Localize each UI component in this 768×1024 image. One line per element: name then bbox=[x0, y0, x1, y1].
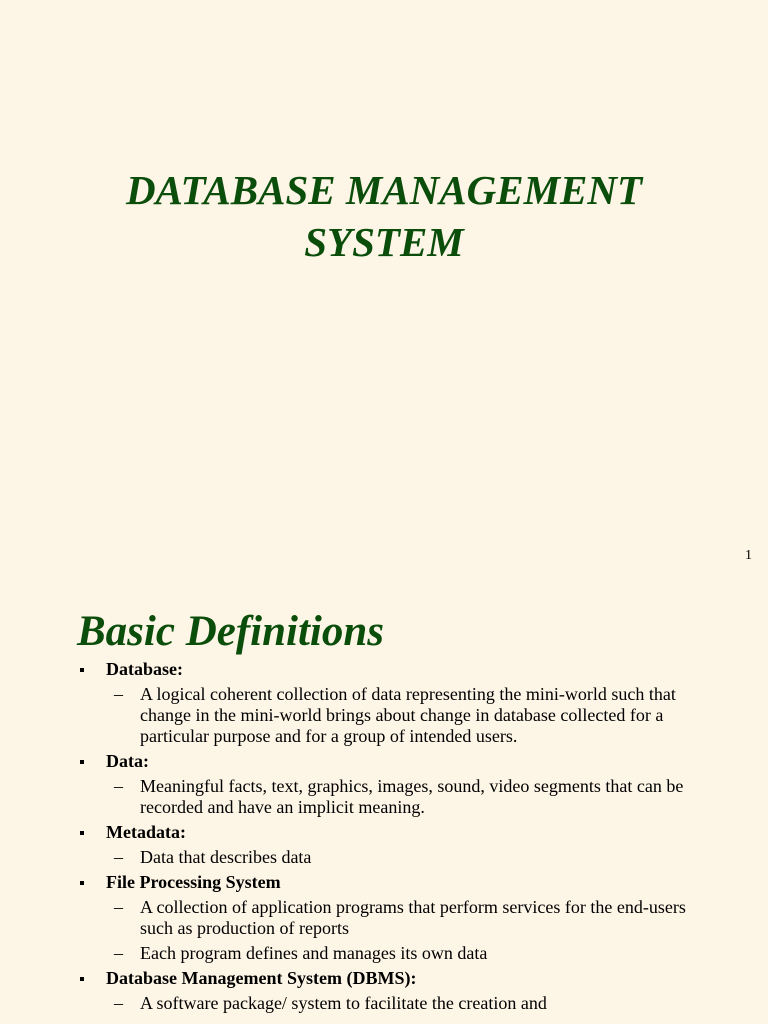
list-item-metadata bbox=[76, 822, 716, 843]
dash-marker: – bbox=[114, 993, 123, 1013]
definition-text: Meaningful facts, text, graphics, images, sound, video segments that can be recorded and have an implicit meaning. bbox=[140, 776, 684, 817]
dash-marker: – bbox=[114, 776, 123, 796]
dash-marker: – bbox=[114, 943, 123, 963]
definitions-list bbox=[76, 659, 716, 1018]
definition-text: A collection of application programs that perform services for the end-users such as production of reports bbox=[140, 897, 686, 938]
list-item-database bbox=[76, 659, 716, 680]
sub-item bbox=[76, 776, 716, 818]
list-item-data bbox=[76, 751, 716, 772]
slide-title-line-1: DATABASE MANAGEMENT bbox=[125, 167, 643, 213]
dash-marker: – bbox=[114, 847, 123, 867]
term-data: Data: bbox=[106, 751, 149, 771]
definition-text: Each program defines and manages its own data bbox=[140, 943, 488, 963]
term-dbms: Database Management System (DBMS): bbox=[106, 968, 417, 988]
sub-item bbox=[76, 847, 716, 868]
sub-item bbox=[76, 993, 716, 1014]
definitions-slide bbox=[0, 576, 768, 1024]
list-item-dbms bbox=[76, 968, 716, 989]
term-metadata: Metadata: bbox=[106, 822, 186, 842]
definition-text: A logical coherent collection of data representing the mini-world such that change in the mini-world brings about change in database collected for a particular purpose and for a group of intended users. bbox=[140, 684, 676, 746]
sub-item bbox=[76, 897, 716, 939]
slide-title-line-2: SYSTEM bbox=[304, 219, 464, 265]
definition-text: Data that describes data bbox=[140, 847, 312, 867]
list-item-file-processing-system bbox=[76, 872, 716, 893]
page-number: 1 bbox=[745, 548, 752, 563]
slide-heading: Basic Definitions bbox=[77, 608, 385, 655]
term-file-processing-system: File Processing System bbox=[106, 872, 281, 892]
dash-marker: – bbox=[114, 684, 123, 704]
slide-title bbox=[0, 164, 768, 268]
dash-marker: – bbox=[114, 897, 123, 917]
term-database: Database: bbox=[106, 659, 183, 679]
definition-text: A software package/ system to facilitate the creation and bbox=[140, 993, 547, 1013]
sub-item bbox=[76, 684, 716, 747]
sub-item bbox=[76, 943, 716, 964]
